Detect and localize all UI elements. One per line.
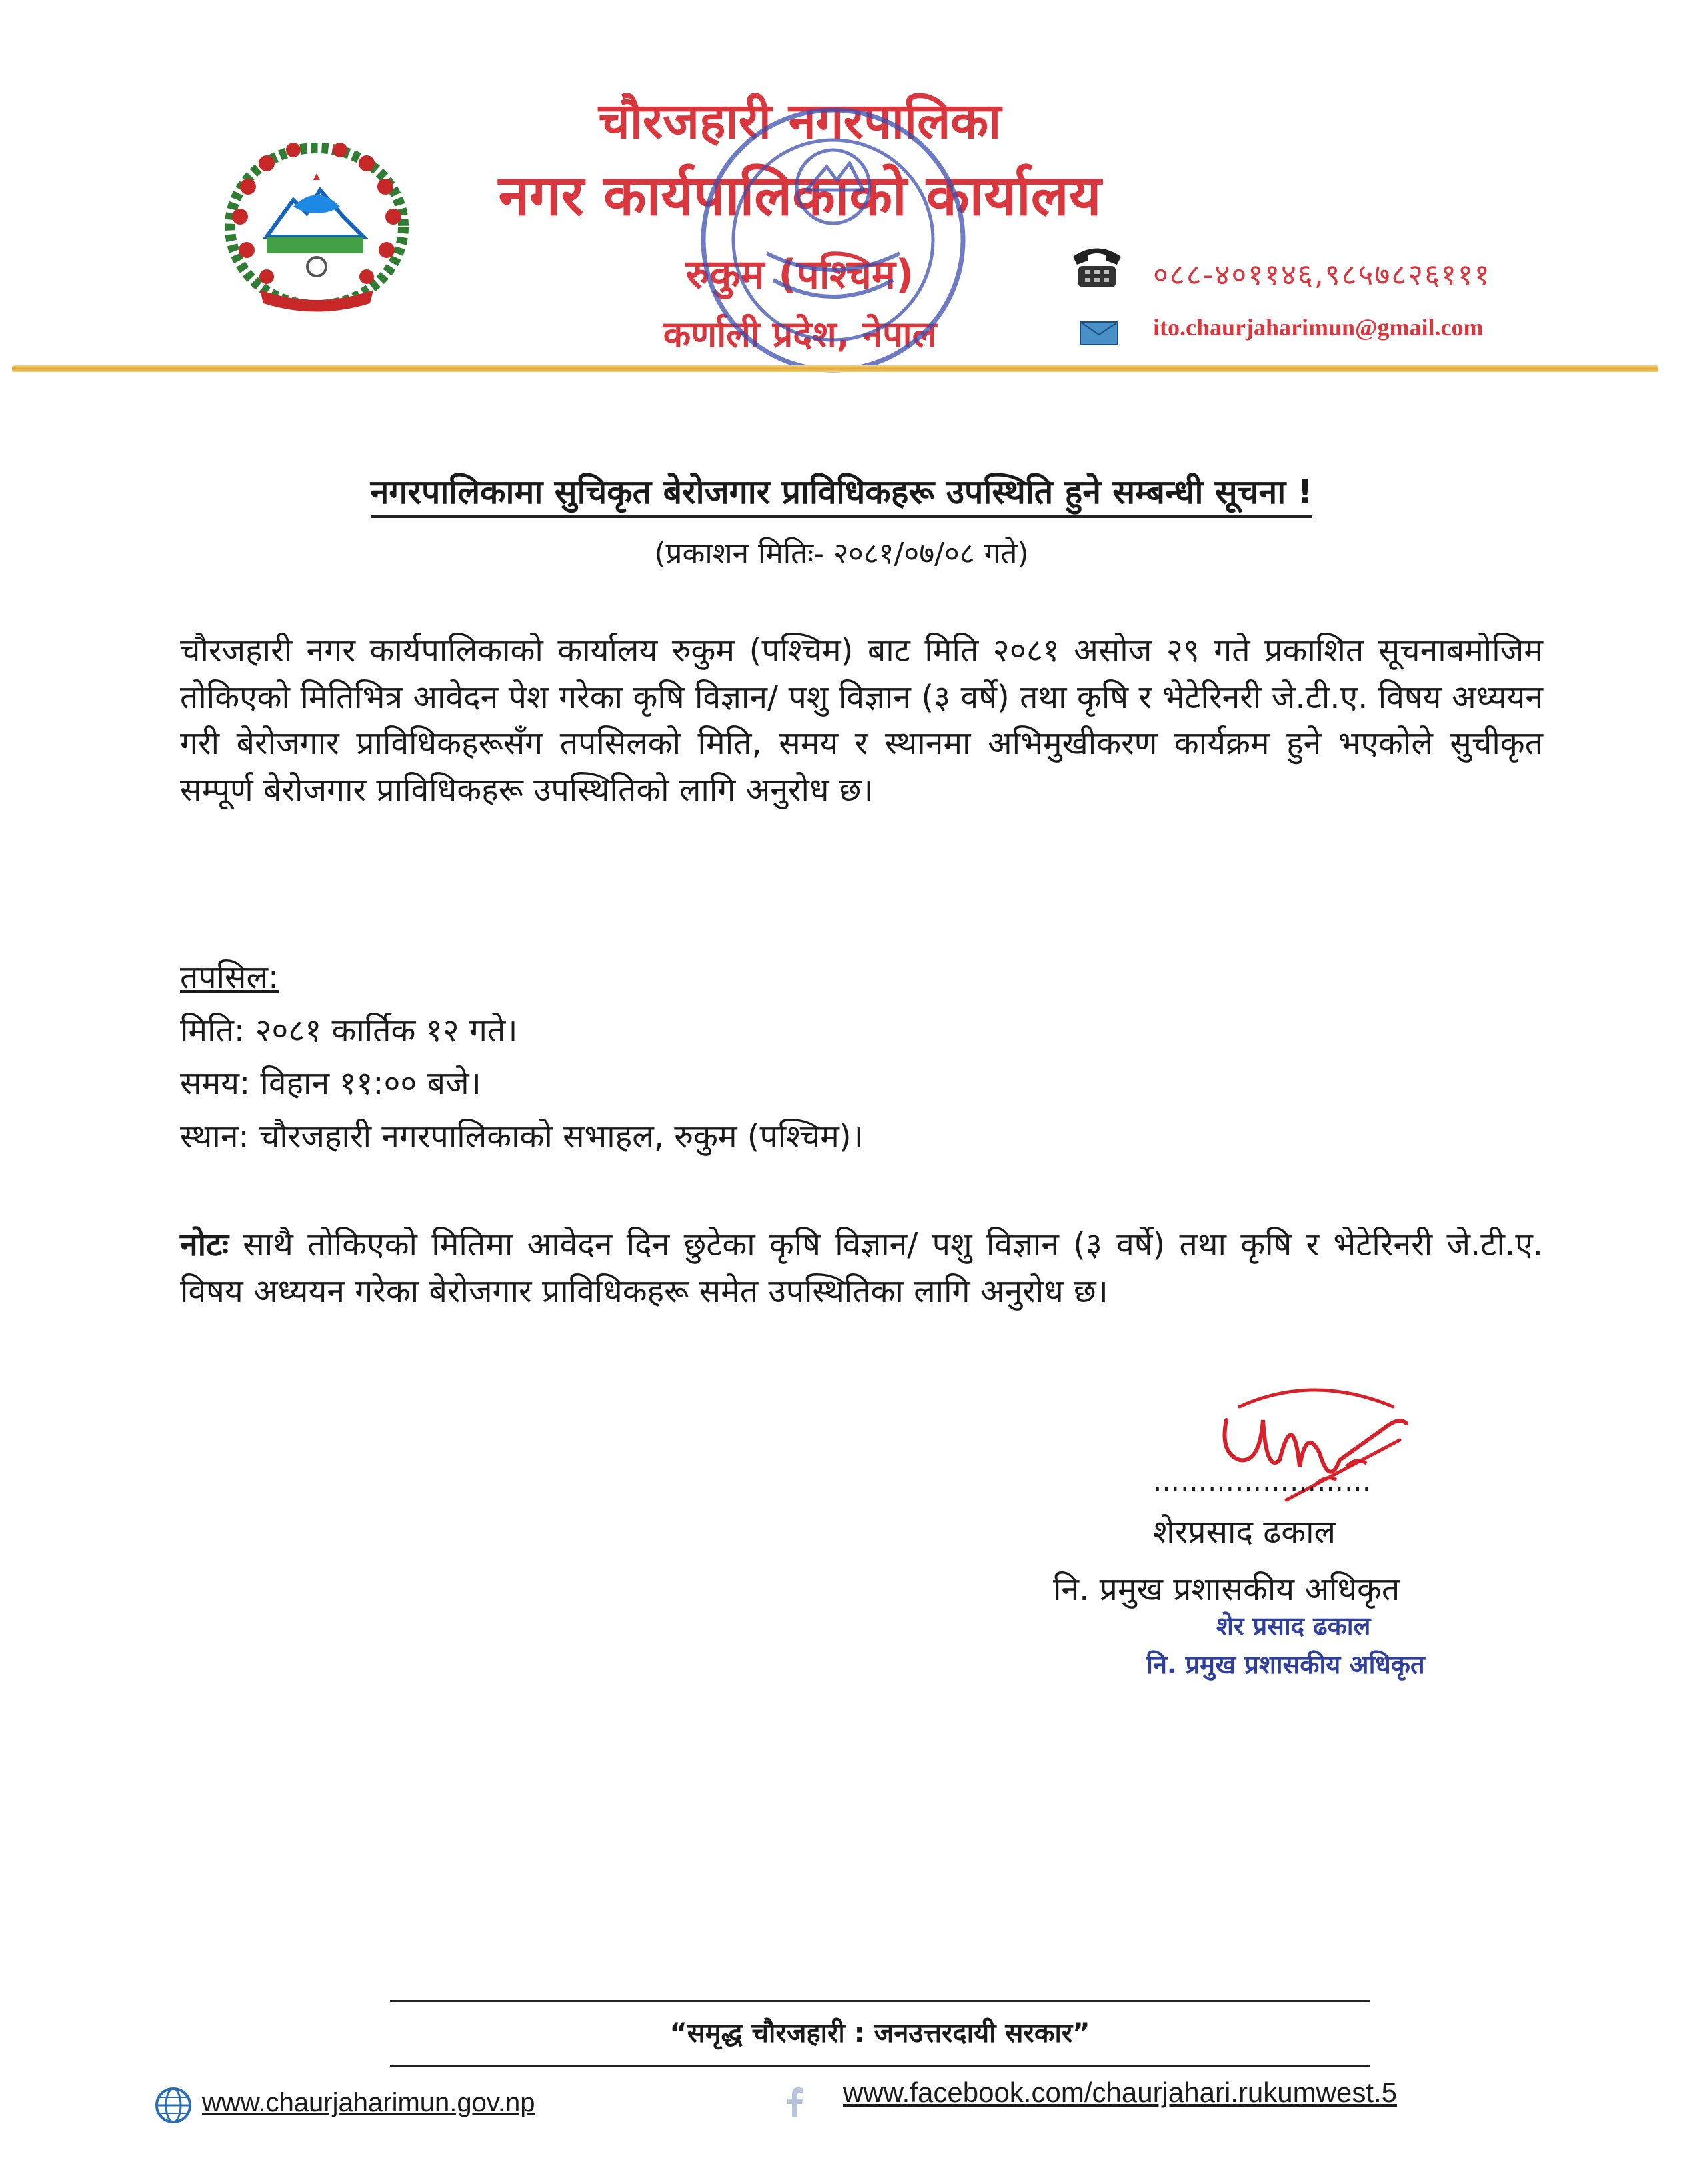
globe-icon [155, 2087, 192, 2124]
footer-rule-top [390, 2000, 1370, 2002]
province-name: कर्णाली प्रदेश, नेपाल [663, 313, 937, 355]
signature-line: …………………… [1153, 1467, 1372, 1497]
facebook-link[interactable]: www.facebook.com/chaurjahari.rukumwest.5 [843, 2077, 1398, 2108]
schedule-details [180, 955, 1543, 1167]
email-icon [1080, 321, 1118, 345]
letterhead-divider [12, 365, 1658, 372]
note-text: साथै तोकिएको मितिमा आवेदन दिन छुटेका कृषि विज्ञान/ पशु विज्ञान (३ वर्षे) तथा कृषि र भेटेरिनरी जे.टी.ए. विषय अध्ययन गरेका बेरोजगार प्राविधिकहरू समेत उपस्थितिका लागि अनुरोध छ। [180, 1226, 1543, 1310]
schedule-date: मिति: २०८१ कार्तिक १२ गते। [180, 1011, 518, 1049]
office-seal-stamp [693, 100, 973, 380]
note-label: नोटः [180, 1226, 229, 1263]
notice-title: नगरपालिकामा सुचिकृत बेरोजगार प्राविधिकहरू उपस्थिति हुने सम्बन्धी सूचना ! [133, 468, 1550, 513]
district-name: रुकुम (पश्चिम) [685, 251, 914, 298]
seal-signer-name: शेर प्रसाद ढकाल [1216, 1611, 1371, 1641]
office-name: नगर कार्यपालिकाको कार्यालय [498, 163, 1102, 228]
schedule-time: समय: विहान ११:०० बजे। [180, 1065, 481, 1103]
notice-body: चौरजहारी नगर कार्यपालिकाको कार्यालय रुकुम (पश्चिम) बाट मिति २०८१ असोज २९ गते प्रकाशित सूचनाबमोजिम तोकिएको मितिभित्र आवेदन पेश गरेका कृषि विज्ञान/ पशु विज्ञान (३ वर्षे) तथा कृषि र भेटेरिनरी जे.टी.ए. विषय अध्ययन गरी बेरोजगार प्राविधिकहरूसँग तपसिलको मिति, समय र स्थानमा अभिमुखीकरण कार्यक्रम हुने भएकोले सुचीकृत सम्पूर्ण बेरोजगार प्राविधिकहरू उपस्थितिको लागि अनुरोध छ। [180, 632, 1543, 809]
schedule-venue: स्थान: चौरजहारी नगरपालिकाको सभाहल, रुकुम (पश्चिम)। [180, 1117, 864, 1155]
footer-slogan: “समृद्ध चौरजहारी : जनउत्तरदायी सरकार” [669, 2018, 1090, 2049]
footer-rule-bottom [390, 2065, 1370, 2067]
publication-date: (प्रकाशन मितिः- २०८१/०७/०८ गते) [654, 537, 1029, 571]
facebook-icon [779, 2085, 812, 2119]
schedule-heading: तपसिल: [180, 959, 279, 996]
signer-name: शेरप्रसाद ढकाल [1153, 1513, 1336, 1551]
email-address: ito.chaurjaharimun@gmail.com [1153, 314, 1484, 341]
seal-signer-designation: नि. प्रमुख प्रशासकीय अधिकृत [1146, 1650, 1425, 1679]
website-link[interactable]: www.chaurjaharimun.gov.np [202, 2088, 535, 2117]
signer-designation: नि. प्रमुख प्रशासकीय अधिकृत [1053, 1571, 1400, 1608]
phone-numbers: ०८८-४०११४६,९८५७८२६१११ [1153, 258, 1491, 292]
telephone-icon [1066, 237, 1128, 290]
notice-note [180, 1222, 1543, 1315]
nepal-emblem-logo [220, 137, 413, 317]
municipality-name: चौरजहारी नगरपालिका [598, 93, 1002, 150]
